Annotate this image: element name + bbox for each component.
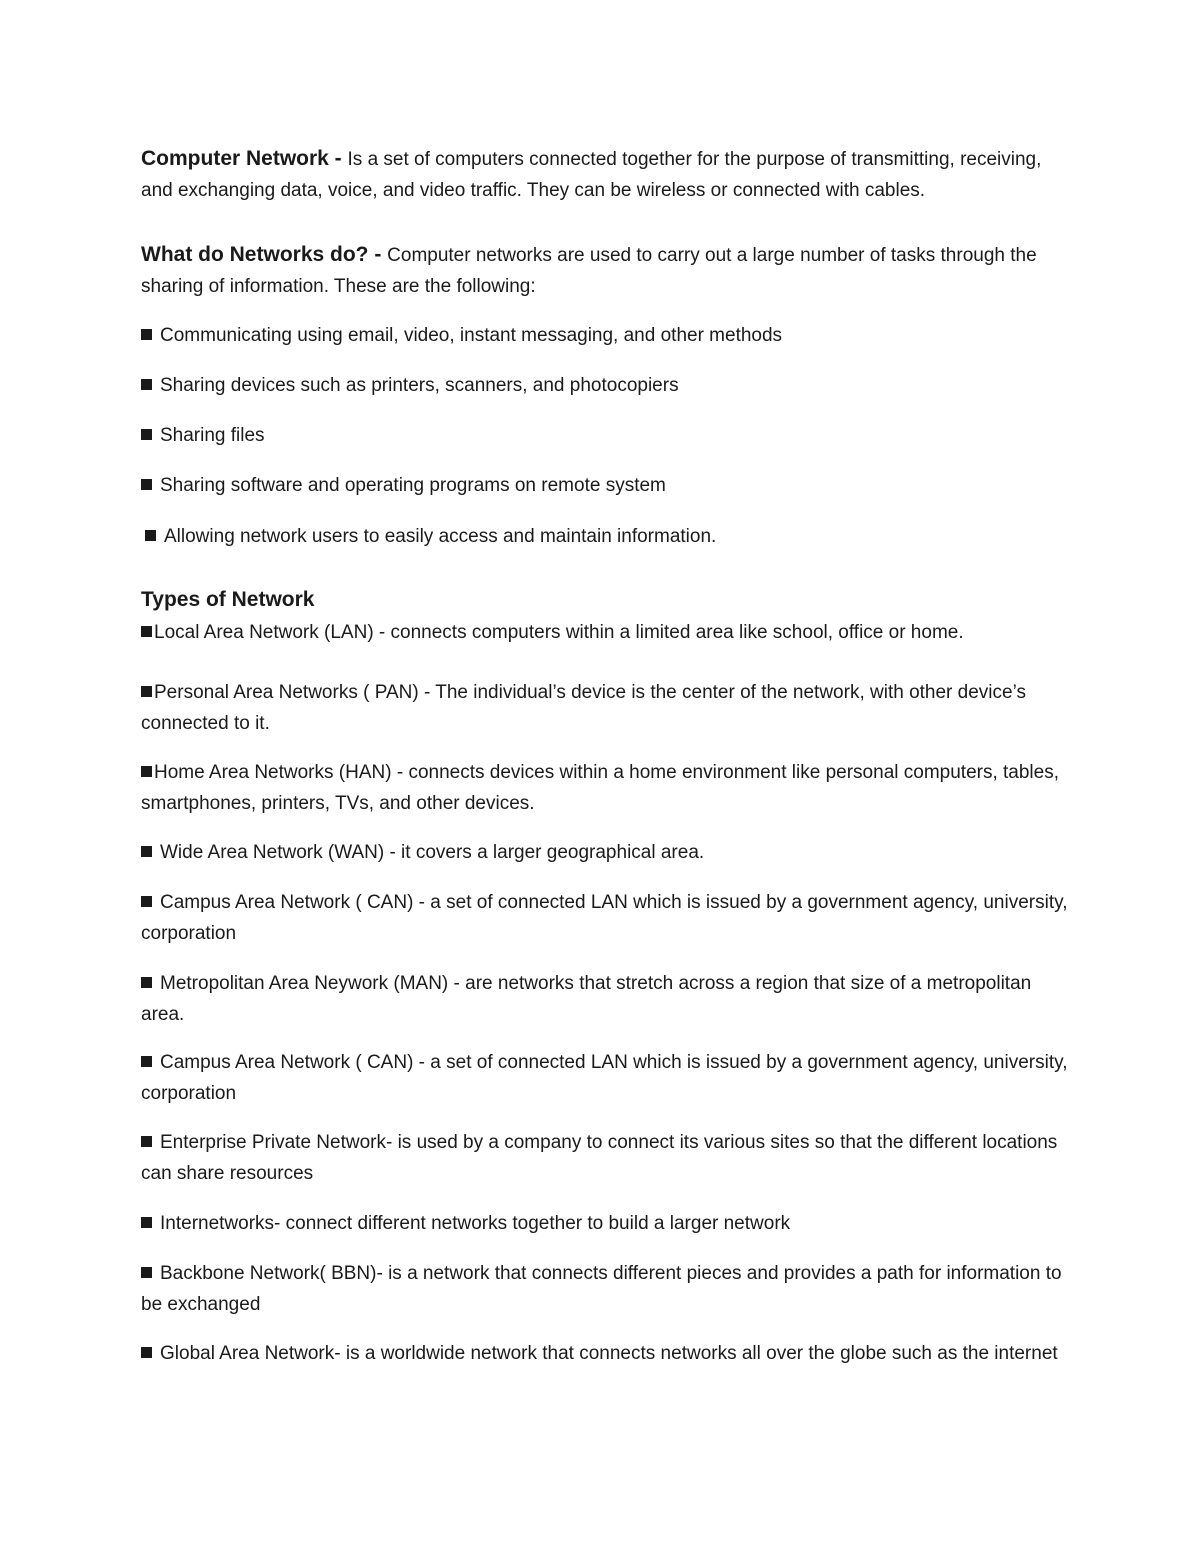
list-item: Backbone Network( BBN)- is a network that connects different pieces and provides a path for information to be exchanged [141, 1263, 1062, 1315]
list-item: Personal Area Networks ( PAN) - The individual’s device is the center of the network, with other device’s connected to it. [141, 682, 1026, 734]
bullet-icon [141, 479, 152, 490]
list-item: Global Area Network- is a worldwide network that connects networks all over the globe such as the internet [141, 1339, 1071, 1370]
bullet-icon [145, 530, 156, 541]
computer-network-definition [141, 144, 1071, 206]
bullet-icon [141, 1056, 152, 1067]
bullet-icon [141, 896, 152, 907]
bullet-icon [141, 429, 152, 440]
list-item: Enterprise Private Network- is used by a company to connect its various sites so that the different locations can share resources [141, 1132, 1058, 1184]
what-networks-do-term: What do Networks do? - [141, 243, 388, 266]
bullet-icon [141, 846, 152, 857]
list-item: Communicating using email, video, instant messaging, and other methods [141, 321, 1071, 352]
list-item: Campus Area Network ( CAN) - a set of connected LAN which is issued by a government agency, university, corporation [141, 1052, 1068, 1104]
bullet-icon [141, 766, 152, 777]
computer-network-text: Is a set of computers connected together for the purpose of transmitting, receiving, and exchanging data, voice, and video traffic. They can be wireless or connected with cables. [141, 149, 1042, 201]
list-item: Sharing devices such as printers, scanners, and photocopiers [141, 371, 1071, 402]
bullet-icon [141, 1267, 152, 1278]
list-item: Wide Area Network (WAN) - it covers a larger geographical area. [141, 838, 1071, 869]
bullet-icon [141, 977, 152, 988]
list-item: Local Area Network (LAN) - connects computers within a limited area like school, office or home. [141, 618, 1071, 649]
bullet-icon [141, 1347, 152, 1358]
bullet-icon [141, 379, 152, 390]
bullet-icon [141, 1217, 152, 1228]
what-networks-do-text: Computer networks are used to carry out a large number of tasks through the sharing of information. These are the following: [141, 245, 1037, 297]
list-item: Home Area Networks (HAN) - connects devices within a home environment like personal computers, tables, smartphones, printers, TVs, and other devices. [141, 762, 1059, 814]
list-item: Campus Area Network ( CAN) - a set of connected LAN which is issued by a government agency, university, corporation [141, 892, 1068, 944]
what-networks-do-definition [141, 240, 1071, 302]
bullet-icon [141, 1136, 152, 1147]
bullet-icon [141, 329, 152, 340]
bullet-icon [141, 686, 152, 697]
computer-network-term: Computer Network - [141, 147, 348, 170]
bullet-icon [141, 626, 152, 637]
list-item: Sharing software and operating programs on remote system [141, 471, 1071, 502]
list-item: Allowing network users to easily access and maintain information. [145, 522, 1075, 553]
list-item: Metropolitan Area Neywork (MAN) - are networks that stretch across a region that size of a metropolitan area. [141, 973, 1032, 1025]
list-item: Internetworks- connect different networks together to build a larger network [141, 1209, 1071, 1240]
list-item: Sharing files [141, 421, 1071, 452]
types-of-network-heading: Types of Network [141, 588, 315, 611]
